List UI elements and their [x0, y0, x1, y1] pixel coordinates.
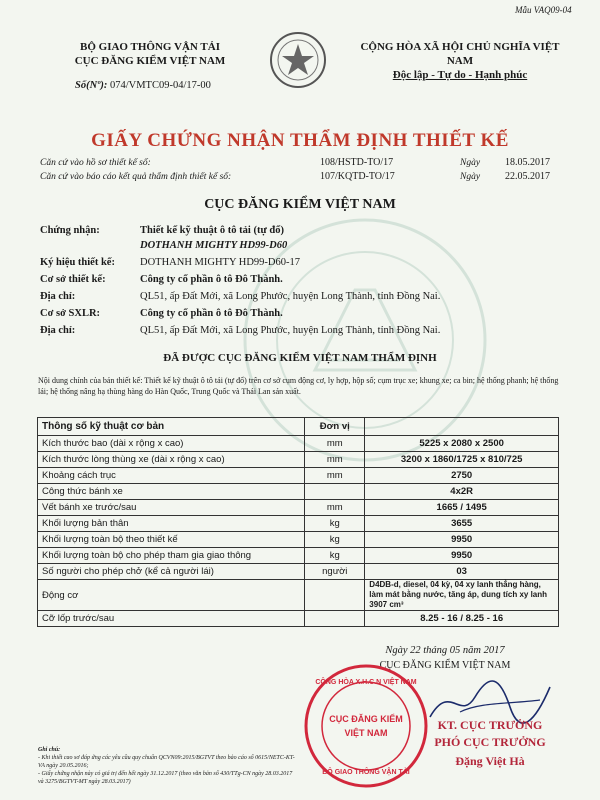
table-header-unit: Đơn vị	[305, 418, 365, 436]
spec-param: Kích thước lòng thùng xe (dài x rộng x cao)	[38, 452, 305, 468]
spec-param: Kích thước bao (dài x rộng x cao)	[38, 436, 305, 452]
certify-label: Chứng nhận:	[40, 225, 100, 236]
reference-2-number: 107/KQTD-TO/17	[320, 171, 395, 182]
table-row	[38, 580, 559, 611]
certificate-number	[75, 80, 211, 91]
spec-value: 4x2R	[365, 484, 559, 500]
designer-value: Công ty cổ phần ô tô Đô Thành.	[140, 274, 283, 285]
symbol-value: DOTHANH MIGHTY HD99-D60-17	[140, 257, 301, 268]
spec-param: Công thức bánh xe	[38, 484, 305, 500]
table-header-value	[365, 418, 559, 436]
country-name: CỘNG HÒA XÃ HỘI CHỦ NGHĨA VIỆT NAM	[360, 41, 560, 67]
design-content-note: Nội dung chính của bản thiết kế: Thiết kế kỹ thuật ô tô tải (tự đổ) trên cơ sở cụm động cơ, ly hợp, hộp số; cụm trục xe; khung xe; ca bin; hệ thống phanh; hệ thống lái; hệ thống nâng hạ thùng hàng do Hàn Quốc, Trung Quốc và Thái Lan sản xuất.	[38, 376, 559, 396]
spec-unit	[305, 611, 365, 627]
svg-text:VIỆT NAM: VIỆT NAM	[344, 728, 388, 738]
document-title: GIẤY CHỨNG NHẬN THẨM ĐỊNH THIẾT KẾ	[91, 130, 509, 151]
footnote-line-2: - Giấy chứng nhận này có giá trị đến hết ngày 31.12.2017 (theo văn bản số 430/TTg-CN ngày 28.03.2017 và 3275/BGTVT-MT ngày 28.03.2017)	[38, 771, 293, 785]
address-value: QL51, ấp Đất Mới, xã Long Phước, huyện Long Thành, tỉnh Đồng Nai.	[140, 291, 441, 302]
spec-value: 9950	[365, 548, 559, 564]
issuer-header	[50, 40, 250, 68]
address2-label: Địa chỉ:	[40, 325, 76, 336]
certify-value: Thiết kế kỹ thuật ô tô tải (tự đổ)	[140, 225, 284, 236]
signing-agency: CỤC ĐĂNG KIỂM VIỆT NAM	[379, 660, 511, 671]
issuing-agency: CỤC ĐĂNG KIỂM VIỆT NAM	[204, 197, 396, 212]
spec-unit: mm	[305, 468, 365, 484]
spec-unit	[305, 484, 365, 500]
spec-unit: mm	[305, 500, 365, 516]
address-label: Địa chỉ:	[40, 291, 76, 302]
spec-unit: kg	[305, 516, 365, 532]
department-name: CỤC ĐĂNG KIỂM VIỆT NAM	[74, 55, 226, 67]
number-label: Số(Nº):	[75, 80, 108, 91]
reference-2-date-label: Ngày	[460, 172, 481, 182]
spec-unit: mm	[305, 436, 365, 452]
spec-value: 8.25 - 16 / 8.25 - 16	[365, 611, 559, 627]
reference-1-label: Căn cứ vào hồ sơ thiết kế số:	[40, 158, 151, 168]
table-row	[38, 484, 559, 500]
number-value: 074/VMTC09-04/17-00	[109, 80, 211, 91]
spec-param: Khối lượng toàn bộ cho phép tham gia giao thông	[38, 548, 305, 564]
spec-unit: kg	[305, 532, 365, 548]
table-header-param: Thông số kỹ thuật cơ bản	[38, 418, 305, 436]
symbol-label: Ký hiệu thiết kế:	[40, 257, 115, 268]
svg-text:BỘ GIAO THÔNG VẬN TẢI: BỘ GIAO THÔNG VẬN TẢI	[322, 769, 410, 776]
table-row	[38, 500, 559, 516]
manufacturer-label: Cơ sở SXLR:	[40, 308, 101, 319]
spec-param: Vết bánh xe trước/sau	[38, 500, 305, 516]
table-row	[38, 548, 559, 564]
reference-2-label: Căn cứ vào báo cáo kết quả thẩm định thiết kế số:	[40, 172, 232, 182]
spec-value: 5225 x 2080 x 2500	[365, 436, 559, 452]
certificate-info	[40, 223, 560, 353]
reference-1-date: 18.05.2017	[505, 157, 550, 168]
table-row	[38, 611, 559, 627]
table-row	[38, 532, 559, 548]
spec-unit: kg	[305, 548, 365, 564]
country-header	[350, 40, 570, 82]
svg-text:CỘNG HÒA X.H.C.N VIỆT NAM: CỘNG HÒA X.H.C.N VIỆT NAM	[315, 679, 417, 686]
table-header-row	[38, 418, 559, 436]
footnotes	[38, 746, 298, 786]
spec-param: Khoảng cách trục	[38, 468, 305, 484]
appraisal-statement: ĐÃ ĐƯỢC CỤC ĐĂNG KIỂM VIỆT NAM THẨM ĐỊNH	[163, 352, 437, 364]
table-row	[38, 452, 559, 468]
footnote-heading: Ghi chú:	[38, 747, 61, 753]
vehicle-model: DOTHANH MIGHTY HD99-D60	[140, 240, 288, 251]
signing-date: Ngày 22 tháng 05 năm 2017	[385, 645, 505, 656]
address2-value: QL51, ấp Đất Mới, xã Long Phước, huyện Long Thành, tỉnh Đồng Nai.	[140, 325, 441, 336]
table-row	[38, 516, 559, 532]
national-emblem-icon	[268, 30, 328, 90]
spec-table	[37, 417, 559, 627]
spec-unit: người	[305, 564, 365, 580]
table-row	[38, 436, 559, 452]
spec-value: 9950	[365, 532, 559, 548]
spec-unit: mm	[305, 452, 365, 468]
spec-value: D4DB-d, diesel, 04 kỳ, 04 xy lanh thẳng hàng, làm mát bằng nước, tăng áp, dung tích xy lanh 3907 cm³	[365, 580, 559, 611]
reference-1-date-label: Ngày	[460, 158, 481, 168]
spec-value: 2750	[365, 468, 559, 484]
spec-value: 03	[365, 564, 559, 580]
spec-param: Cỡ lốp trước/sau	[38, 611, 305, 627]
reference-1-number: 108/HSTD-TO/17	[320, 157, 394, 168]
svg-text:CỤC ĐĂNG KIỂM: CỤC ĐĂNG KIỂM	[329, 714, 403, 724]
spec-unit	[305, 580, 365, 611]
spec-param: Khối lượng bản thân	[38, 516, 305, 532]
designer-label: Cơ sở thiết kế:	[40, 274, 106, 285]
spec-value: 1665 / 1495	[365, 500, 559, 516]
motto: Độc lập - Tự do - Hạnh phúc	[392, 69, 528, 81]
spec-param: Động cơ	[38, 580, 305, 611]
signer-role-1: KT. CỤC TRƯỞNG	[437, 718, 543, 732]
table-row	[38, 468, 559, 484]
spec-param: Khối lượng toàn bộ theo thiết kế	[38, 532, 305, 548]
signer-name: Đặng Việt Hà	[455, 754, 525, 768]
reference-2-date: 22.05.2017	[505, 171, 550, 182]
table-row	[38, 564, 559, 580]
manufacturer-value: Công ty cổ phần ô tô Đô Thành.	[140, 308, 283, 319]
spec-value: 3655	[365, 516, 559, 532]
ministry-name: BỘ GIAO THÔNG VẬN TẢI	[80, 41, 220, 53]
footnote-line-1: - Khi thiết cao sơ đáp ứng các yêu cầu quy chuẩn QCVN09:2015/BGTVT theo bảo cáo số 0615/NETC-KT-VA ngày 20.05.2016;	[38, 755, 295, 769]
signer-role-2: PHÓ CỤC TRƯỞNG	[434, 735, 546, 749]
spec-value: 3200 x 1860/1725 x 810/725	[365, 452, 559, 468]
form-code: Mẫu VAQ09-04	[515, 5, 572, 15]
spec-param: Số người cho phép chở (kể cả người lái)	[38, 564, 305, 580]
